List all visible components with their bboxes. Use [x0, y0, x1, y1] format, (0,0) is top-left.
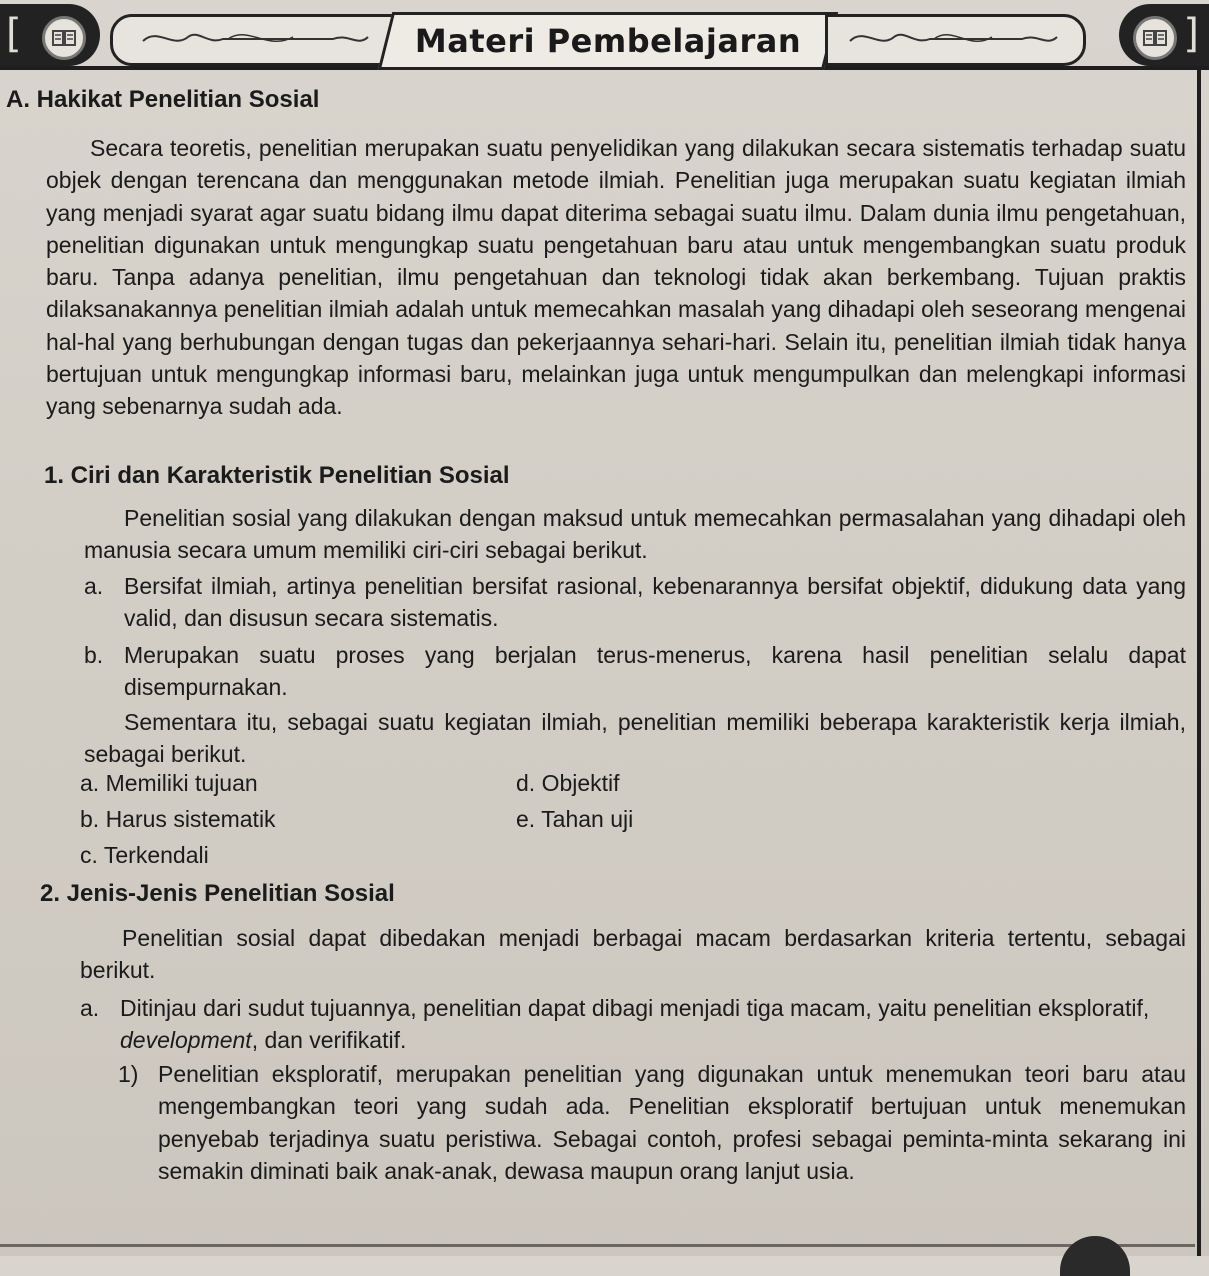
section-a-paragraph: Secara teoretis, penelitian merupakan suatu penyelidikan yang dilakukan secara sistematis terhadap suatu objek dengan terencana dan menggunakan metode ilmiah. Penelitian juga merupakan suatu kegiatan ilmiah yang menjadi syarat agar suatu bidang ilmu dapat diterima sebagai suatu ilmu. Dalam dunia ilmu pengetahuan, penelitian digunakan untuk mengungkap suatu pengetahuan baru atau untuk mengembangkan suatu produk baru. Tanpa adanya penelitian, ilmu pengetahuan dan teknologi tidak akan berkembang. Tujuan praktis dilaksanakannya penelitian ilmiah adalah untuk memecahkan masalah yang dihadapi oleh seseorang mengenai hal-hal yang berhubungan dengan tugas dan pekerjaannya sehari-hari. Selain itu, penelitian ilmiah tidak hanya bertujuan untuk mengungkap informasi baru, melainkan juga untuk mengumpulkan dan melengkapi informasi yang sebenarnya sudah ada.: [46, 135, 1186, 420]
page-number-tab: [1060, 1236, 1130, 1276]
list-item: c. Terkendali: [80, 842, 209, 868]
banner-cap-right: [1119, 4, 1209, 66]
list-marker: a.: [80, 995, 100, 1021]
list-marker: 1): [118, 1061, 139, 1087]
list-item: [84, 639, 1186, 704]
list-marker: b.: [84, 641, 104, 668]
book-icon: [1133, 16, 1177, 60]
page-title: Materi Pembelajaran: [414, 22, 802, 60]
section-a-heading: A. Hakikat Penelitian Sosial: [6, 86, 320, 113]
banner-cap-left: [0, 4, 100, 66]
item-a-text-part: , dan verifikatif.: [251, 1027, 407, 1054]
ciri-list: [84, 570, 1186, 703]
bottom-rule: [0, 1244, 1195, 1247]
section-2-heading: 2. Jenis-Jenis Penelitian Sosial: [40, 880, 395, 907]
list-item-text: Penelitian eksploratif, merupakan penelitian yang digunakan untuk menemukan teori baru atau mengembangkan teori yang sudah ada. Penelitian eksploratif bertujuan untuk menemukan penyebab terjadinya suatu peristiwa. Sebagai contoh, profesi sebagai peminta-minta sekarang ini semakin diminati baik anak-anak, dewasa maupun orang lanjut usia.: [158, 1061, 1186, 1184]
section-1-intro: Penelitian sosial yang dilakukan dengan maksud untuk memecahkan permasalahan yang dihadapi oleh manusia secara umum memiliki ciri-ciri sebagai berikut.: [84, 505, 1186, 564]
banner-bar-right: [825, 14, 1086, 66]
jenis-item-a: [80, 992, 1186, 1057]
list-item-text: [120, 992, 1186, 1057]
page-frame-right: [1197, 70, 1201, 1256]
section-2-intro: Penelitian sosial dapat dibedakan menjadi berbagai macam berdasarkan kriteria tertentu, sebagai berikut.: [80, 925, 1186, 984]
list-item: [84, 570, 1186, 635]
list-item: a. Memiliki tujuan: [80, 770, 258, 796]
karakteristik-intro: Sementara itu, sebagai suatu kegiatan ilmiah, penelitian memiliki beberapa karakteristik kerja ilmiah, sebagai berikut.: [84, 709, 1186, 768]
header-banner: [0, 0, 1209, 80]
list-item-text: Merupakan suatu proses yang berjalan terus-menerus, karena hasil penelitian selalu dapat disempurnakan.: [124, 641, 1186, 700]
karakteristik-list: [80, 770, 780, 880]
list-marker: a.: [84, 573, 104, 599]
list-item: d. Objektif: [516, 770, 620, 796]
ornament-icon: [842, 19, 1062, 59]
ornament-icon: [133, 19, 373, 59]
book-icon: [42, 16, 86, 60]
list-item: e. Tahan uji: [516, 806, 634, 832]
bracket-icon: ]: [1183, 11, 1199, 57]
list-item-text: Bersifat ilmiah, artinya penelitian bersifat rasional, kebenarannya bersifat objektif, didukung data yang valid, dan disusun secara sistematis.: [124, 573, 1186, 632]
jenis-subitem-1: [118, 1058, 1186, 1187]
bracket-icon: [: [6, 11, 22, 57]
banner-bar-left: [110, 14, 396, 66]
list-item: b. Harus sistematik: [80, 806, 276, 832]
item-a-text-part: Ditinjau dari sudut tujuannya, penelitian dapat dibagi menjadi tiga macam, yaitu penelitian eksploratif,: [120, 995, 1150, 1021]
section-1-heading: 1. Ciri dan Karakteristik Penelitian Sosial: [44, 462, 510, 489]
item-a-italic-term: development: [120, 1027, 252, 1054]
